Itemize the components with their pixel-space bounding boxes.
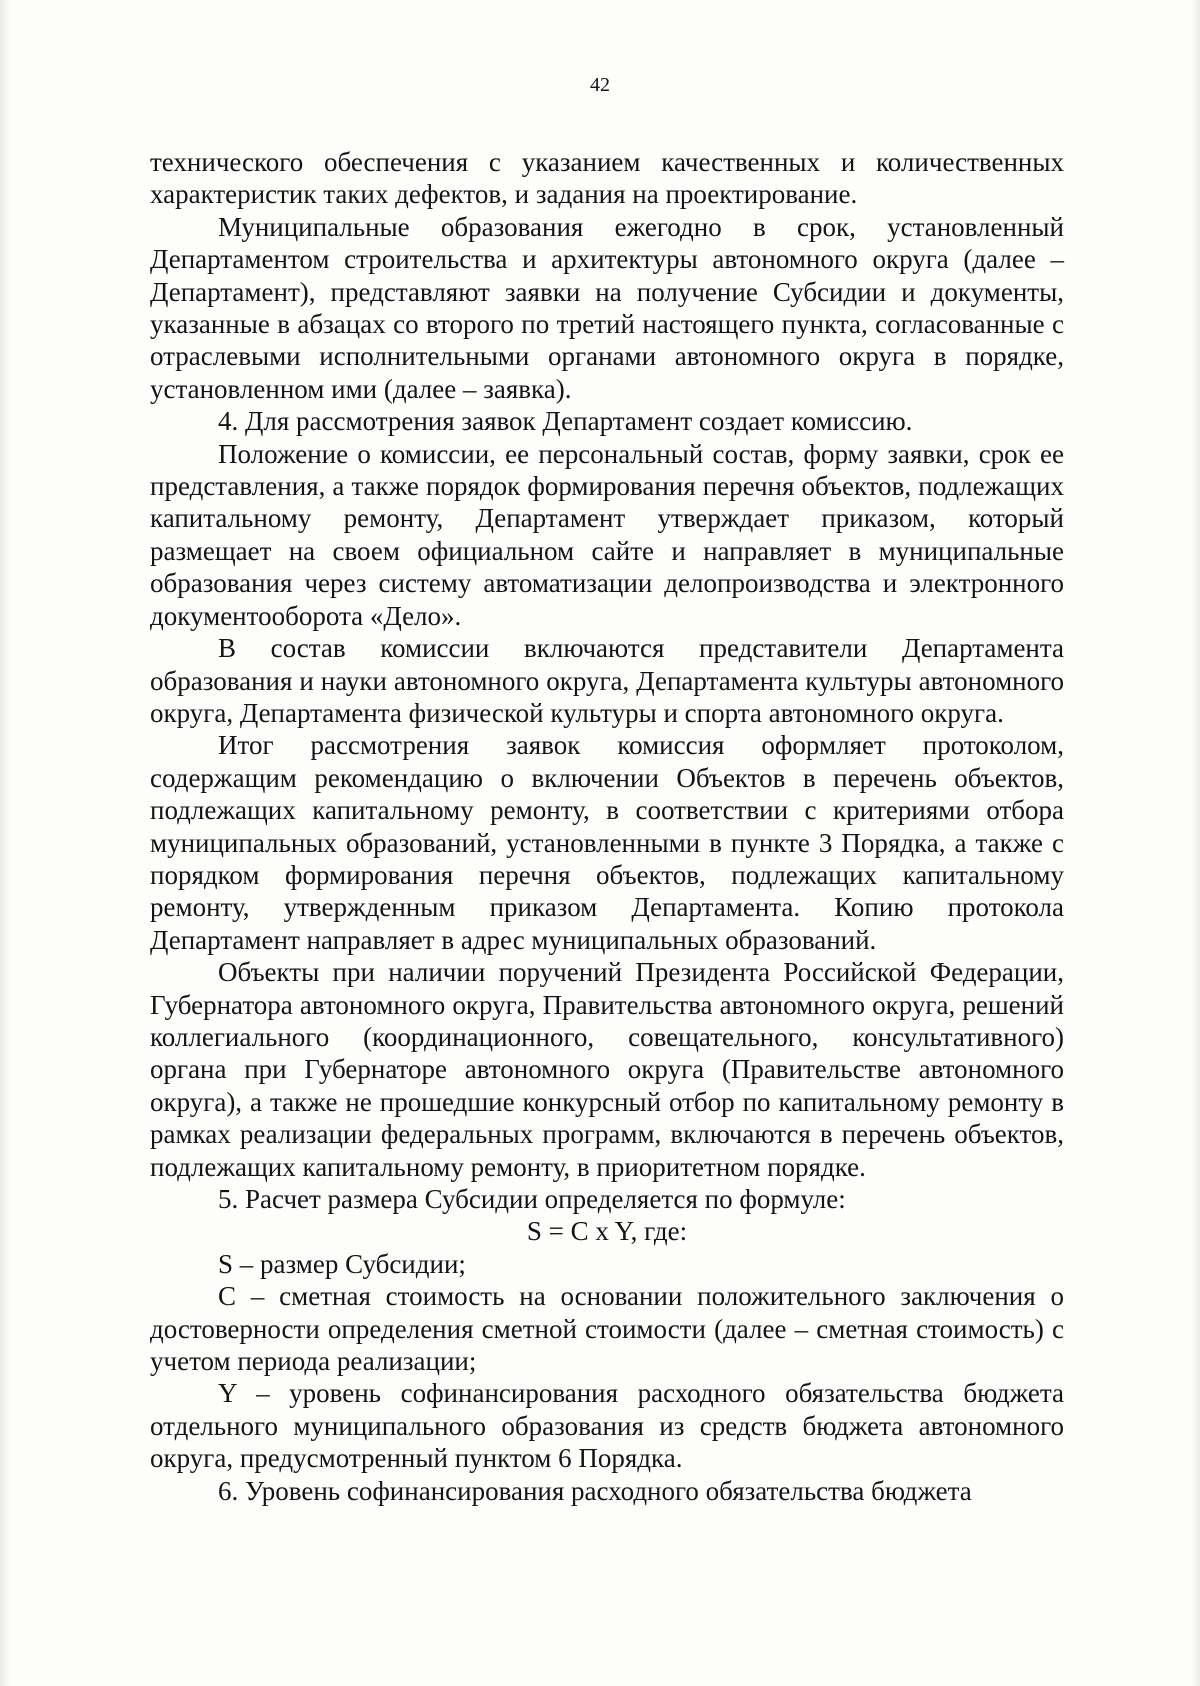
formula: S = C x Y, где: <box>526 1216 688 1247</box>
paragraph: Объекты при наличии поручений Президента Российской Федерации, Губернатора автономного округа, Правительства автономного округа, решений коллегиального (координационного, совещательного, консультативного) органа при Губернаторе автономного округа (Правительстве автономного округа), а также не прошедшие конкурсный отбор по капитальному ремонту в рамках реализации федеральных программ, включаются в перечень объектов, подлежащих капитальному ремонту, в приоритетном порядке. <box>150 957 1064 1182</box>
paragraph: Положение о комиссии, ее персональный состав, форму заявки, срок ее представления, а также порядок формирования перечня объектов, подлежащих капитальному ремонту, Департамент утверждает приказом, который размещает на своем официальном сайте и направляет в муниципальные образования через систему автоматизации делопроизводства и электронного документооборота «Дело». <box>150 438 1064 631</box>
paragraph: В состав комиссии включаются представители Департамента образования и науки автономного округа, Департамента культуры автономного округа, Департамента физической культуры и спорта автономного округа. <box>150 633 1064 728</box>
paragraph: 6. Уровень софинансирования расходного обязательства бюджета <box>218 1475 972 1506</box>
paragraph: Муниципальные образования ежегодно в срок, установленный Департаментом строительства и архитектуры автономного округа (далее – Департамент), представляют заявки на получение Субсидии и документы, указанные в абзацах со второго по третий настоящего пункта, согласованные с отраслевыми исполнительными органами автономного округа в порядке, установленном ими (далее – заявка). <box>150 211 1064 404</box>
paragraph: C – сметная стоимость на основании положительного заключения о достоверности определения сметной стоимости (далее – сметная стоимость) с учетом периода реализации; <box>150 1281 1064 1377</box>
scan-edge-right <box>1192 0 1200 1686</box>
page-number: 42 <box>590 74 610 96</box>
paragraph: S – размер Субсидии; <box>218 1248 466 1279</box>
paragraph: 4. Для рассмотрения заявок Департамент создает комиссию. <box>218 406 913 437</box>
document-body <box>150 146 1064 1507</box>
paragraph: технического обеспечения с указанием качественных и количественных характеристик таких дефектов, и задания на проектирование. <box>150 147 1064 210</box>
paragraph: Итог рассмотрения заявок комиссия оформляет протоколом, содержащим рекомендацию о включении Объектов в перечень объектов, подлежащих капитальному ремонту, в соответствии с критериями отбора муниципальных образований, установленными в пункте 3 Порядка, а также с порядком формирования перечня объектов, подлежащих капитальному ремонту, утвержденным приказом Департамента. Копию протокола Департамент направляет в адрес муниципальных образований. <box>150 730 1064 955</box>
paragraph: 5. Расчет размера Субсидии определяется по формуле: <box>218 1184 846 1214</box>
paragraph: Y – уровень софинансирования расходного обязательства бюджета отдельного муниципального образования из средств бюджета автономного округа, предусмотренный пунктом 6 Порядка. <box>150 1378 1064 1474</box>
scan-edge-left <box>0 0 10 1686</box>
